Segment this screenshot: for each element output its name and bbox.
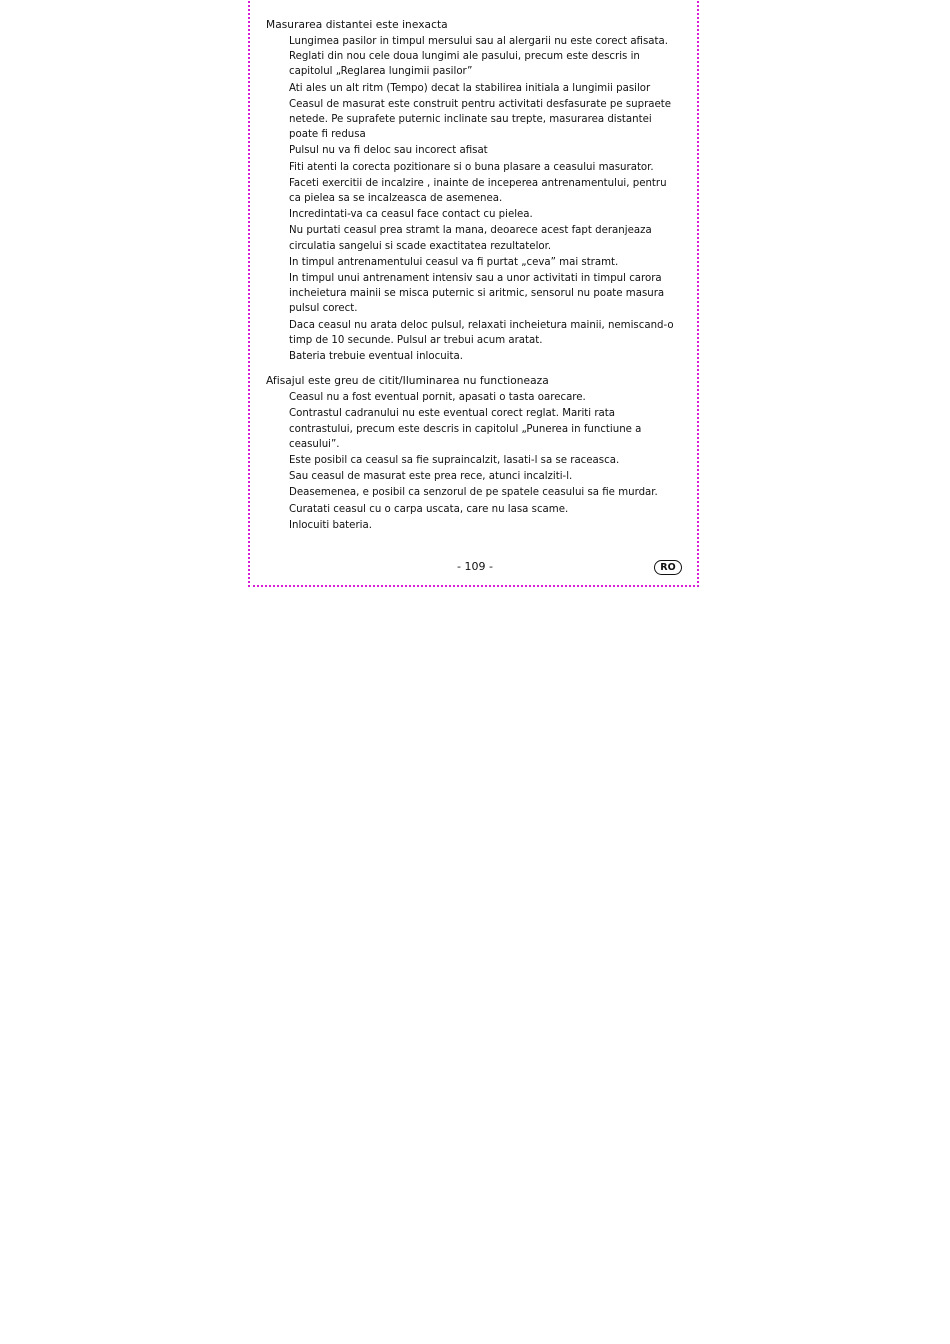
list-item: Contrastul cadranului nu este eventual corect reglat. Mariti rata contrastului, precum este descris in capitolul „Punerea in functiune a ceasului”. bbox=[289, 408, 642, 450]
section-distance bbox=[266, 18, 680, 364]
item-list bbox=[289, 34, 680, 364]
list-item: Inlocuiti bateria. bbox=[289, 519, 372, 531]
list-item: Bateria trebuie eventual inlocuita. bbox=[289, 351, 463, 363]
list-item: Faceti exercitii de incalzire , inainte de inceperea antrenamentului, pentru ca pielea sa se incalzeasca de asemenea. bbox=[289, 177, 667, 205]
section-title: Afisajul este greu de citit/Iluminarea nu functioneaza bbox=[266, 375, 549, 388]
list-item: Ceasul de masurat este construit pentru activitati desfasurate pe supraete netede. Pe suprafete puternic inclinate sau trepte, masurarea distantei poate fi redusa bbox=[289, 98, 672, 141]
list-item: Nu purtati ceasul prea stramt la mana, deoarece acest fapt deranjeaza circulatia sangelui si scade exactitatea rezultatelor. bbox=[289, 225, 652, 252]
list-item: Curatati ceasul cu o carpa uscata, care nu lasa scame. bbox=[289, 503, 569, 515]
list-item: In timpul antrenamentului ceasul va fi purtat „ceva” mai stramt. bbox=[289, 256, 619, 268]
item-list bbox=[289, 390, 680, 533]
page-content bbox=[266, 18, 680, 543]
list-item: Ati ales un alt ritm (Tempo) decat la stabilirea initiala a lungimii pasilor bbox=[289, 82, 651, 94]
list-item: Deasemenea, e posibil ca senzorul de pe spatele ceasului sa fie murdar. bbox=[289, 487, 658, 499]
language-badge: RO bbox=[654, 560, 682, 575]
section-display bbox=[266, 374, 680, 533]
list-item: Ceasul nu a fost eventual pornit, apasati o tasta oarecare. bbox=[289, 392, 586, 404]
list-item: Incredintati-va ca ceasul face contact cu pielea. bbox=[289, 209, 533, 221]
list-item: In timpul unui antrenament intensiv sau a unor activitati in timpul carora incheietura mainii se misca puternic si aritmic, sensorul nu poate masura pulsul corect. bbox=[289, 273, 665, 315]
list-item: Pulsul nu va fi deloc sau incorect afisat bbox=[289, 145, 488, 157]
list-item: Lungimea pasilor in timpul mersului sau al alergarii nu este corect afisata. Reglati din nou cele doua lungimi ale pasului, precum este descris in capitolul „Reglarea lungimii pasilor” bbox=[289, 36, 669, 78]
list-item: Sau ceasul de masurat este prea rece, atunci incalziti-l. bbox=[289, 471, 573, 483]
section-title: Masurarea distantei este inexacta bbox=[266, 19, 448, 31]
page-number: - 109 - bbox=[457, 560, 493, 573]
list-item: Este posibil ca ceasul sa fie supraincalzit, lasati-l sa se raceasca. bbox=[289, 455, 620, 467]
list-item: Daca ceasul nu arata deloc pulsul, relaxati incheietura mainii, nemiscand-o timp de 10 secunde. Pulsul ar trebui acum aratat. bbox=[289, 319, 674, 346]
list-item: Fiti atenti la corecta pozitionare si o buna plasare a ceasului masurator. bbox=[289, 161, 654, 173]
